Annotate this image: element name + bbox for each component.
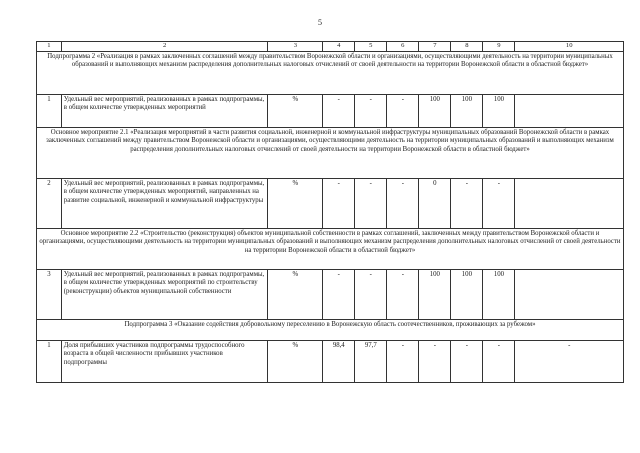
value-cell: - <box>387 95 419 128</box>
indicators-table <box>36 41 624 383</box>
value-cell: - <box>387 179 419 229</box>
value-cell: - <box>515 341 624 383</box>
section-row <box>37 52 624 95</box>
section-title: Подпрограмма 3 «Оказание содействия добровольному переселению в Воронежскую область соотечественников, проживающих за рубежом» <box>37 320 624 341</box>
value-cell: 0 <box>419 179 451 229</box>
value-cell: - <box>451 179 483 229</box>
value-cell: - <box>419 341 451 383</box>
header-cell: 1 <box>37 42 62 52</box>
header-cell: 2 <box>61 42 268 52</box>
value-cell: - <box>451 341 483 383</box>
header-cell: 6 <box>387 42 419 52</box>
value-cell: - <box>323 270 355 320</box>
value-cell: - <box>387 270 419 320</box>
value-cell: 100 <box>451 270 483 320</box>
unit-cell: % <box>268 341 323 383</box>
value-cell: - <box>323 179 355 229</box>
header-cell: 7 <box>419 42 451 52</box>
header-cell: 5 <box>355 42 387 52</box>
indicator-number: 1 <box>37 95 62 128</box>
indicator-number: 1 <box>37 341 62 383</box>
indicator-name: Удельный вес мероприятий, реализованных в рамках подпрограммы, в общем количестве утвержденных мероприятий <box>61 95 268 128</box>
value-cell: 98,4 <box>323 341 355 383</box>
unit-cell: % <box>268 95 323 128</box>
value-cell: - <box>355 270 387 320</box>
section-row <box>37 128 624 179</box>
indicator-name: Удельный вес мероприятий, реализованных в рамках подпрограммы, в общем количестве утвержденных мероприятий, направленных на развитие социальной, инженерной и коммунальной инфраструктуры <box>61 179 268 229</box>
value-cell: - <box>323 95 355 128</box>
value-cell: 100 <box>451 95 483 128</box>
indicator-row <box>37 179 624 229</box>
unit-cell: % <box>268 270 323 320</box>
header-cell: 10 <box>515 42 624 52</box>
value-cell <box>515 179 624 229</box>
value-cell: 100 <box>483 95 515 128</box>
indicator-row <box>37 95 624 128</box>
value-cell: - <box>355 95 387 128</box>
unit-cell: % <box>268 179 323 229</box>
value-cell: - <box>387 341 419 383</box>
section-title: Основное мероприятие 2.1 «Реализация мероприятий в части развития социальной, инженерной и коммунальной инфраструктуры муниципальных образований Воронежской области в рамках заключенных соглашений между правительством Воронежской области и организациями, осуществляющими деятельность на территории муниципальных образований и выполняющих механизм распределения дополнительных налоговых отчислений от своей деятельности на территории Воронежской области в областной бюджет» <box>37 128 624 179</box>
value-cell: 100 <box>483 270 515 320</box>
indicator-number: 3 <box>37 270 62 320</box>
value-cell: - <box>483 341 515 383</box>
page-number: 5 <box>318 18 322 27</box>
value-cell <box>515 270 624 320</box>
indicator-name: Доля прибывших участников подпрограммы трудоспособного возраста в общей численности прибывших участников подпрограммы <box>61 341 268 383</box>
header-cell: 9 <box>483 42 515 52</box>
header-cell: 8 <box>451 42 483 52</box>
section-title: Основное мероприятие 2.2 «Строительство (реконструкция) объектов муниципальной собственности в рамках соглашений, заключенных между правительством Воронежской области и организациями, осуществляющими деятельность на территории муниципальных образований и выполняющих механизм распределения дополнительных налоговых отчислений от своей деятельности на территории Воронежской области в областной бюджет» <box>37 229 624 270</box>
header-row <box>37 42 624 52</box>
value-cell: - <box>355 179 387 229</box>
indicator-row <box>37 341 624 383</box>
header-cell: 4 <box>323 42 355 52</box>
section-row <box>37 229 624 270</box>
value-cell: 100 <box>419 95 451 128</box>
value-cell: 100 <box>419 270 451 320</box>
header-cell: 3 <box>268 42 323 52</box>
section-row <box>37 320 624 341</box>
section-title: Подпрограмма 2 «Реализация в рамках заключенных соглашений между правительством Воронежской области и организациями, осуществляющими деятельность на территории муниципальных образований и выполняющих механизм распределения дополнительных налоговых отчислений от своей деятельности на территории Воронежской области в областной бюджет» <box>37 52 624 95</box>
indicator-row <box>37 270 624 320</box>
value-cell <box>515 95 624 128</box>
value-cell: - <box>483 179 515 229</box>
indicator-number: 2 <box>37 179 62 229</box>
indicator-name: Удельный вес мероприятий, реализованных в рамках подпрограммы, в общем количестве утвержденных мероприятий по строительству (реконструкции) объектов муниципальной собственности <box>61 270 268 320</box>
value-cell: 97,7 <box>355 341 387 383</box>
